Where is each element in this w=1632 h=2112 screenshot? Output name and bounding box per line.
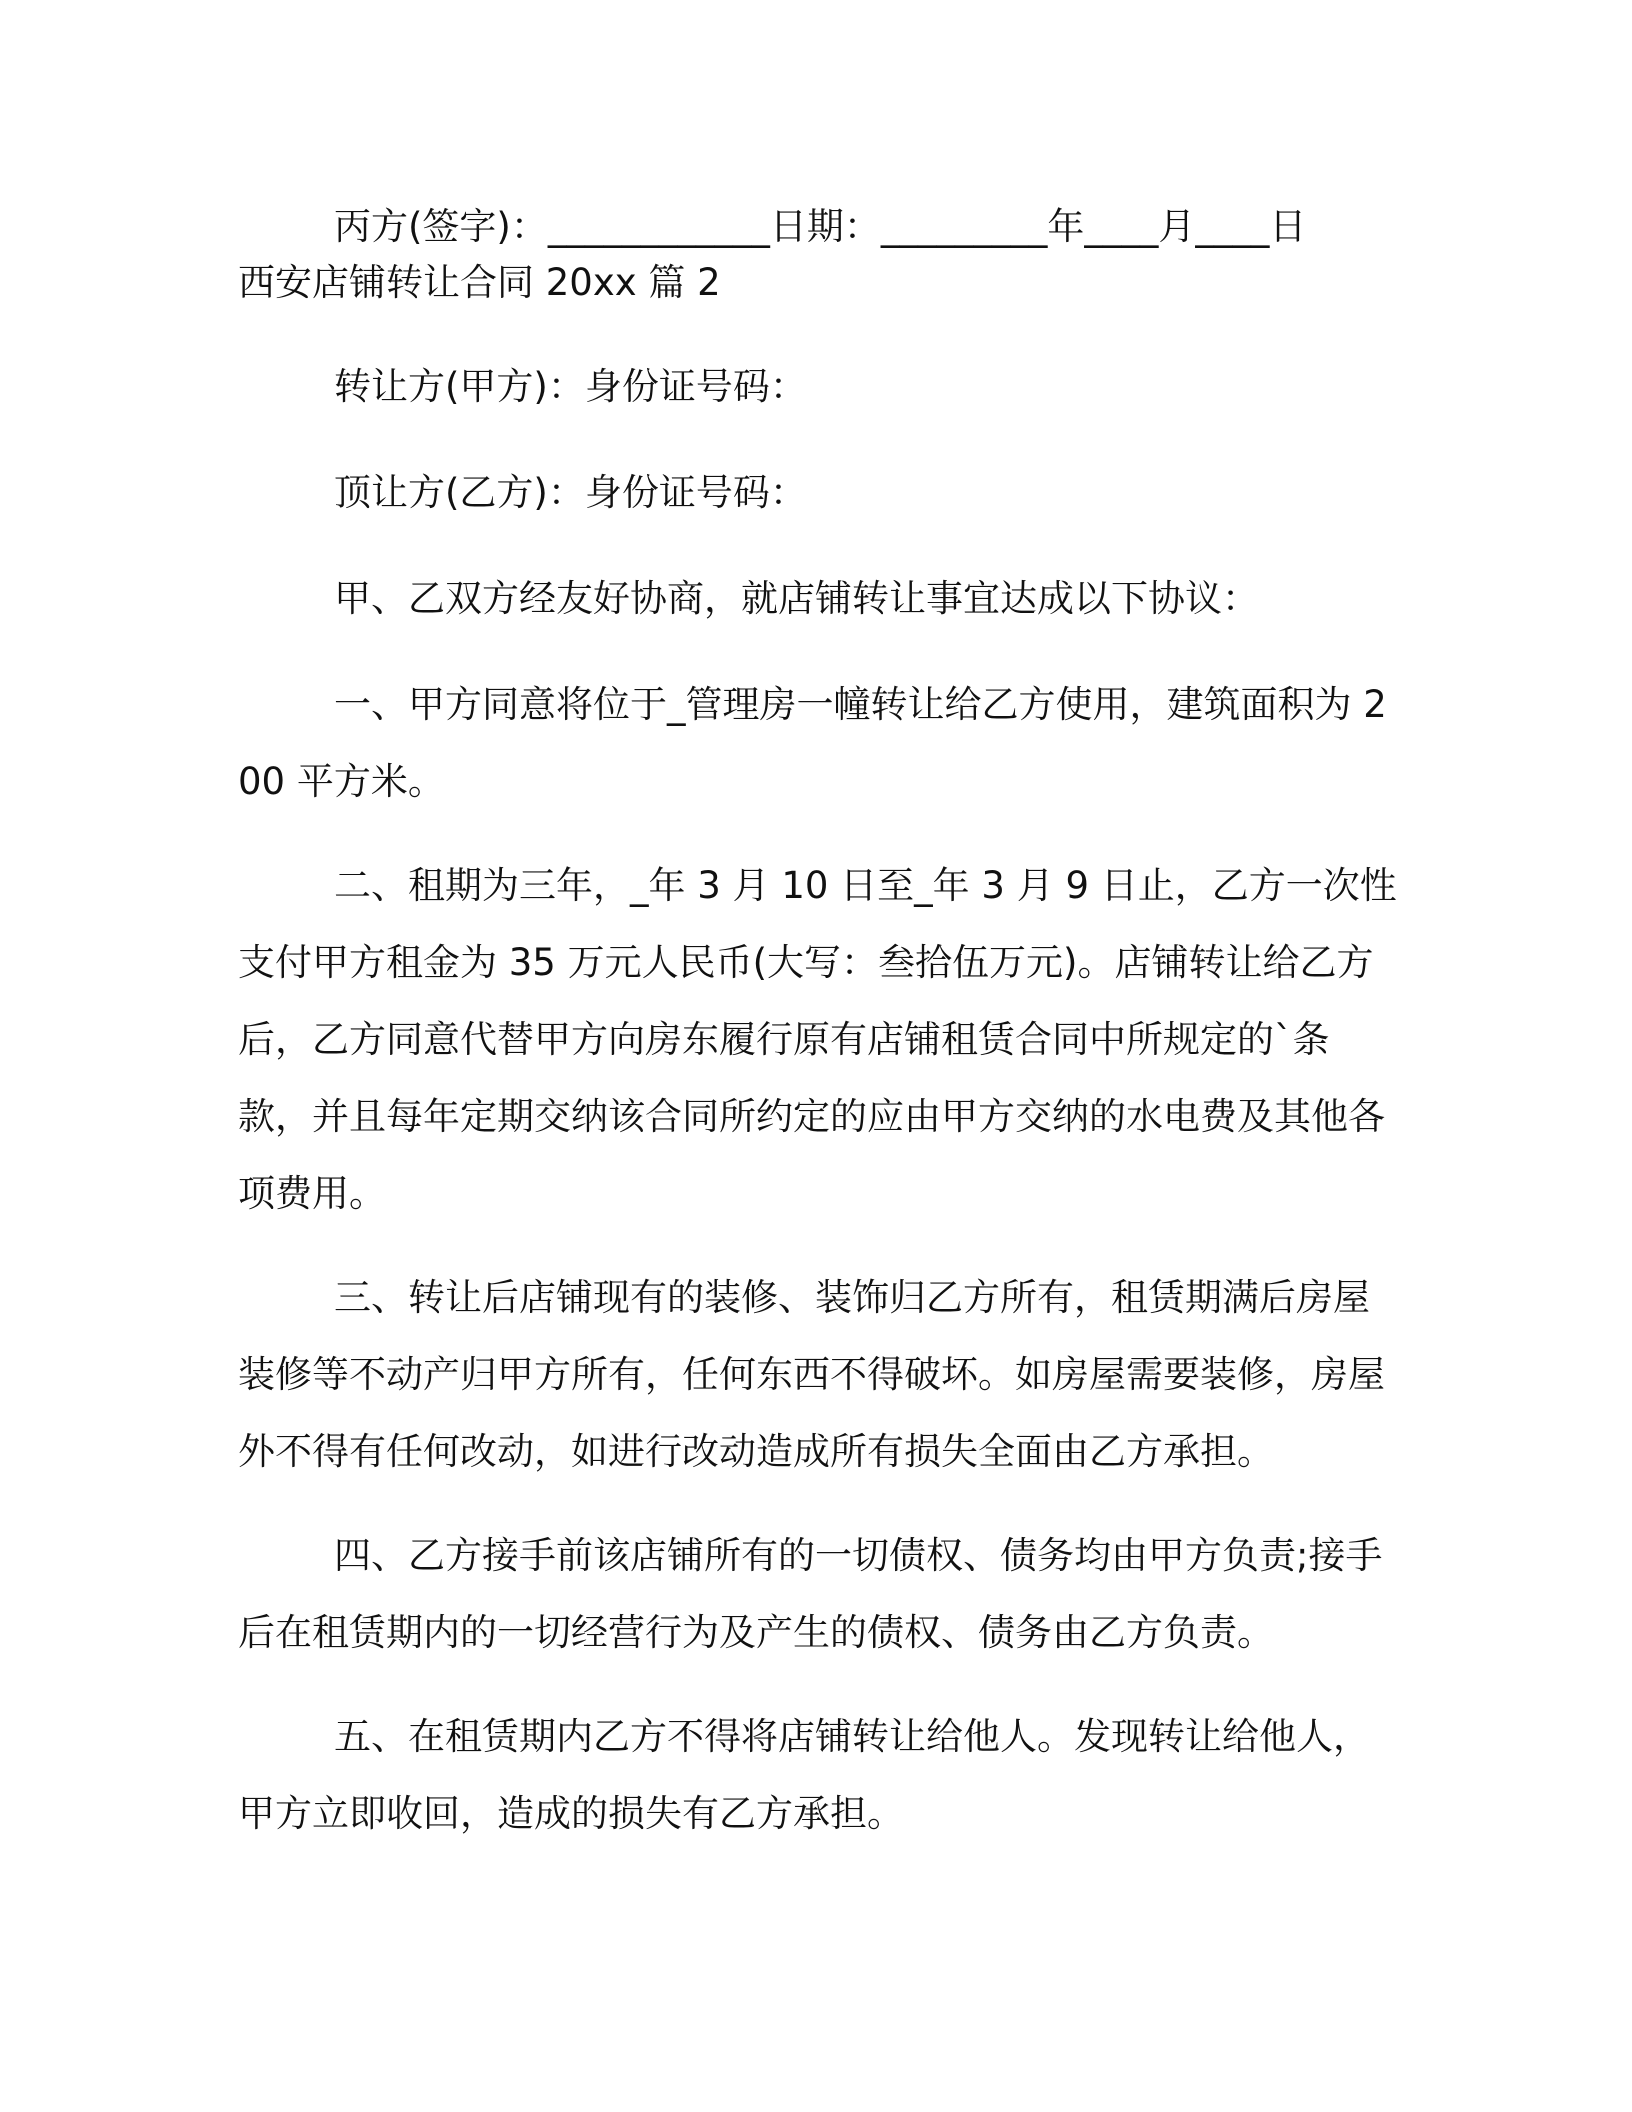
clause-3: 三、转让后店铺现有的装修、装饰归乙方所有，租赁期满后房屋装修等不动产归甲方所有，任何东西不得破坏。如房屋需要装修，房屋外不得有任何改动，如进行改动造成所有损失全面由乙方承担。 [238,1276,1385,1473]
party-c-signature-line: 丙方(签字)：____________日期：_________年____月____日 [334,205,1307,248]
clause-2: 二、租期为三年，_年 3 月 10 日至_年 3 月 9 日止，乙方一次性支付甲方租金为 35 万元人民币(大写：叁拾伍万元)。店铺转让给乙方后，乙方同意代替甲方向房东履行原有店铺租赁合同中所规定的`条款，并且每年定期交纳该合同所约定的应由甲方交纳的水电费及其他各项费用。 [238,864,1397,1215]
contract-heading: 西安店铺转让合同 20xx 篇 2 [238,261,721,304]
transferee-line: 顶让方(乙方)：身份证号码： [334,471,807,514]
clause-4: 四、乙方接手前该店铺所有的一切债权、债务均由甲方负责;接手后在租赁期内的一切经营行为及产生的债权、债务由乙方负责。 [238,1534,1383,1654]
document-body [238,188,1398,1879]
clause-1: 一、甲方同意将位于_管理房一幢转让给乙方使用，建筑面积为 200 平方米。 [238,683,1387,803]
clause-5: 五、在租赁期内乙方不得将店铺转让给他人。发现转让给他人，甲方立即收回，造成的损失有乙方承担。 [238,1715,1370,1835]
agreement-intro: 甲、乙双方经友好协商，就店铺转让事宜达成以下协议： [334,577,1259,620]
transferor-line: 转让方(甲方)：身份证号码： [334,365,807,408]
